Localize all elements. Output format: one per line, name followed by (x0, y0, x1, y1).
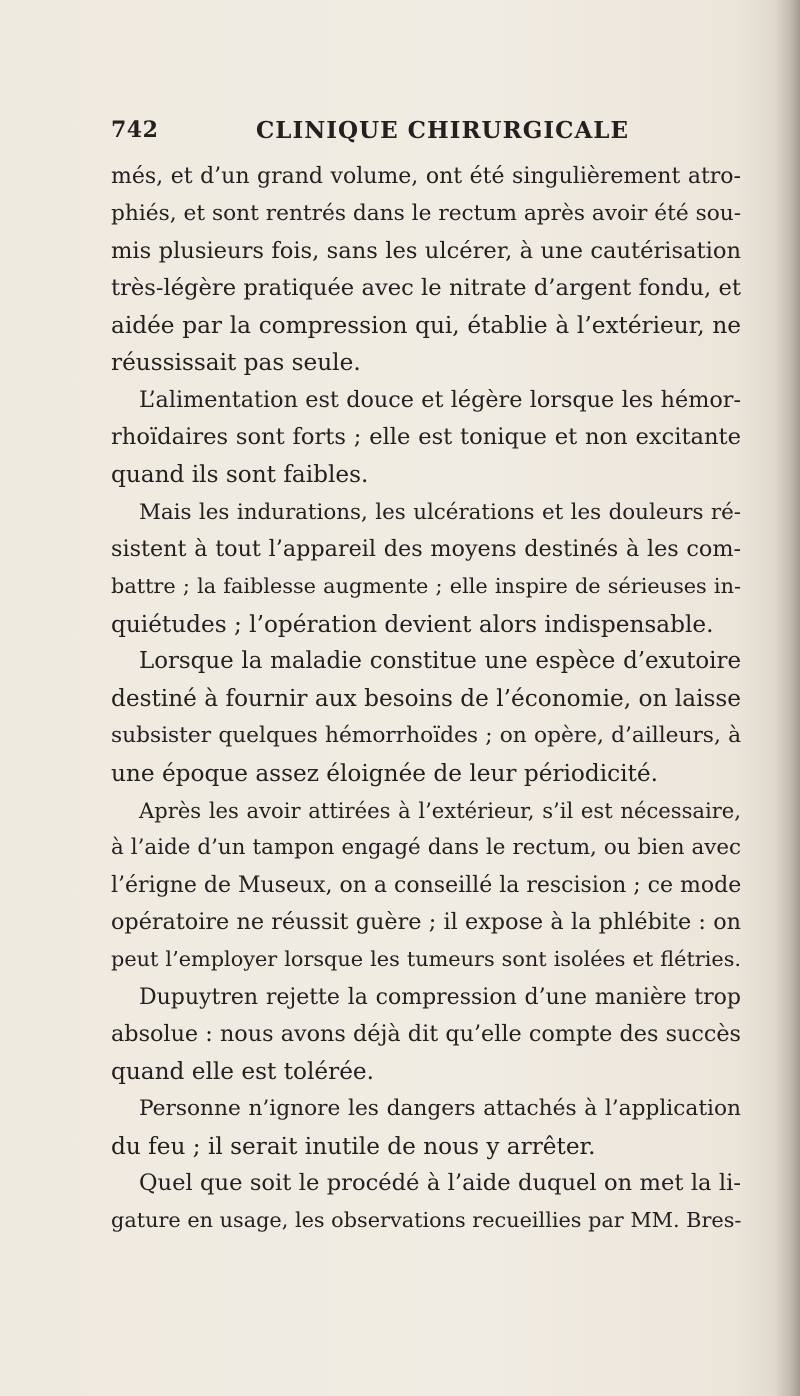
page-number: 742 (111, 117, 159, 143)
text-line: absolue : nous avons déjà dit qu’elle compte des succès (111, 1020, 741, 1047)
text-line: très-légère pratiquée avec le nitrate d’argent fondu, et (111, 274, 741, 301)
text-line: Personne n’ignore les dangers attachés à l’application (139, 1096, 741, 1122)
text-line: rhoïdaires sont forts ; elle est tonique et non excitante (111, 424, 741, 451)
text-line: quand ils sont faibles. (111, 461, 369, 489)
text-line: Après les avoir attirées à l’extérieur, s’il est nécessaire, (139, 798, 741, 824)
text-line: subsister quelques hémorrhoïdes ; on opère, d’ailleurs, à (111, 723, 741, 749)
text-line: peut l’employer lorsque les tumeurs sont isolées et flétries. (111, 947, 741, 972)
text-line: à l’aide d’un tampon engagé dans le rectum, ou bien avec (111, 835, 741, 861)
text-line: aidée par la compression qui, établie à l’extérieur, ne (111, 312, 741, 340)
text-line: Lorsque la maladie constitue une espèce d’exutoire (139, 647, 741, 674)
text-line: Mais les indurations, les ulcérations et les douleurs ré- (139, 499, 741, 525)
text-line: mis plusieurs fois, sans les ulcérer, à une cautérisation (111, 237, 741, 264)
text-line: opératoire ne réussit guère ; il expose à la phlébite : on (111, 908, 741, 935)
text-line: L’alimentation est douce et légère lorsque les hémor- (139, 386, 741, 413)
text-line: quand elle est tolérée. (111, 1058, 375, 1086)
text-line: battre ; la faiblesse augmente ; elle inspire de sérieuses in- (111, 574, 741, 599)
text-line: phiés, et sont rentrés dans le rectum après avoir été sou- (111, 201, 742, 227)
page-edge-shadow (774, 0, 800, 1396)
text-line: Quel que soit le procédé à l’aide duquel on met la li- (139, 1170, 741, 1197)
text-line: une époque assez éloignée de leur périodicité. (111, 759, 658, 787)
text-line: Dupuytren rejette la compression d’une manière trop (139, 984, 741, 1010)
text-line: quiétudes ; l’opération devient alors indispensable. (111, 610, 714, 638)
page-header (111, 117, 741, 149)
text-line: l’érigne de Museux, on a conseillé la rescision ; ce mode (111, 872, 742, 898)
text-line: réussissait pas seule. (111, 349, 361, 377)
text-line: sistent à tout l’appareil des moyens destinés à les com- (111, 535, 741, 562)
text-line: du feu ; il serait inutile de nous y arrêter. (111, 1132, 596, 1160)
body-text (111, 158, 741, 1240)
text-line: gature en usage, les observations recueillies par MM. Bres- (111, 1208, 742, 1233)
running-title: CLINIQUE CHIRURGICALE (256, 117, 629, 144)
text-line: més, et d’un grand volume, ont été singulièrement atro- (111, 164, 741, 189)
text-line: destiné à fournir aux besoins de l’économie, on laisse (111, 685, 741, 713)
